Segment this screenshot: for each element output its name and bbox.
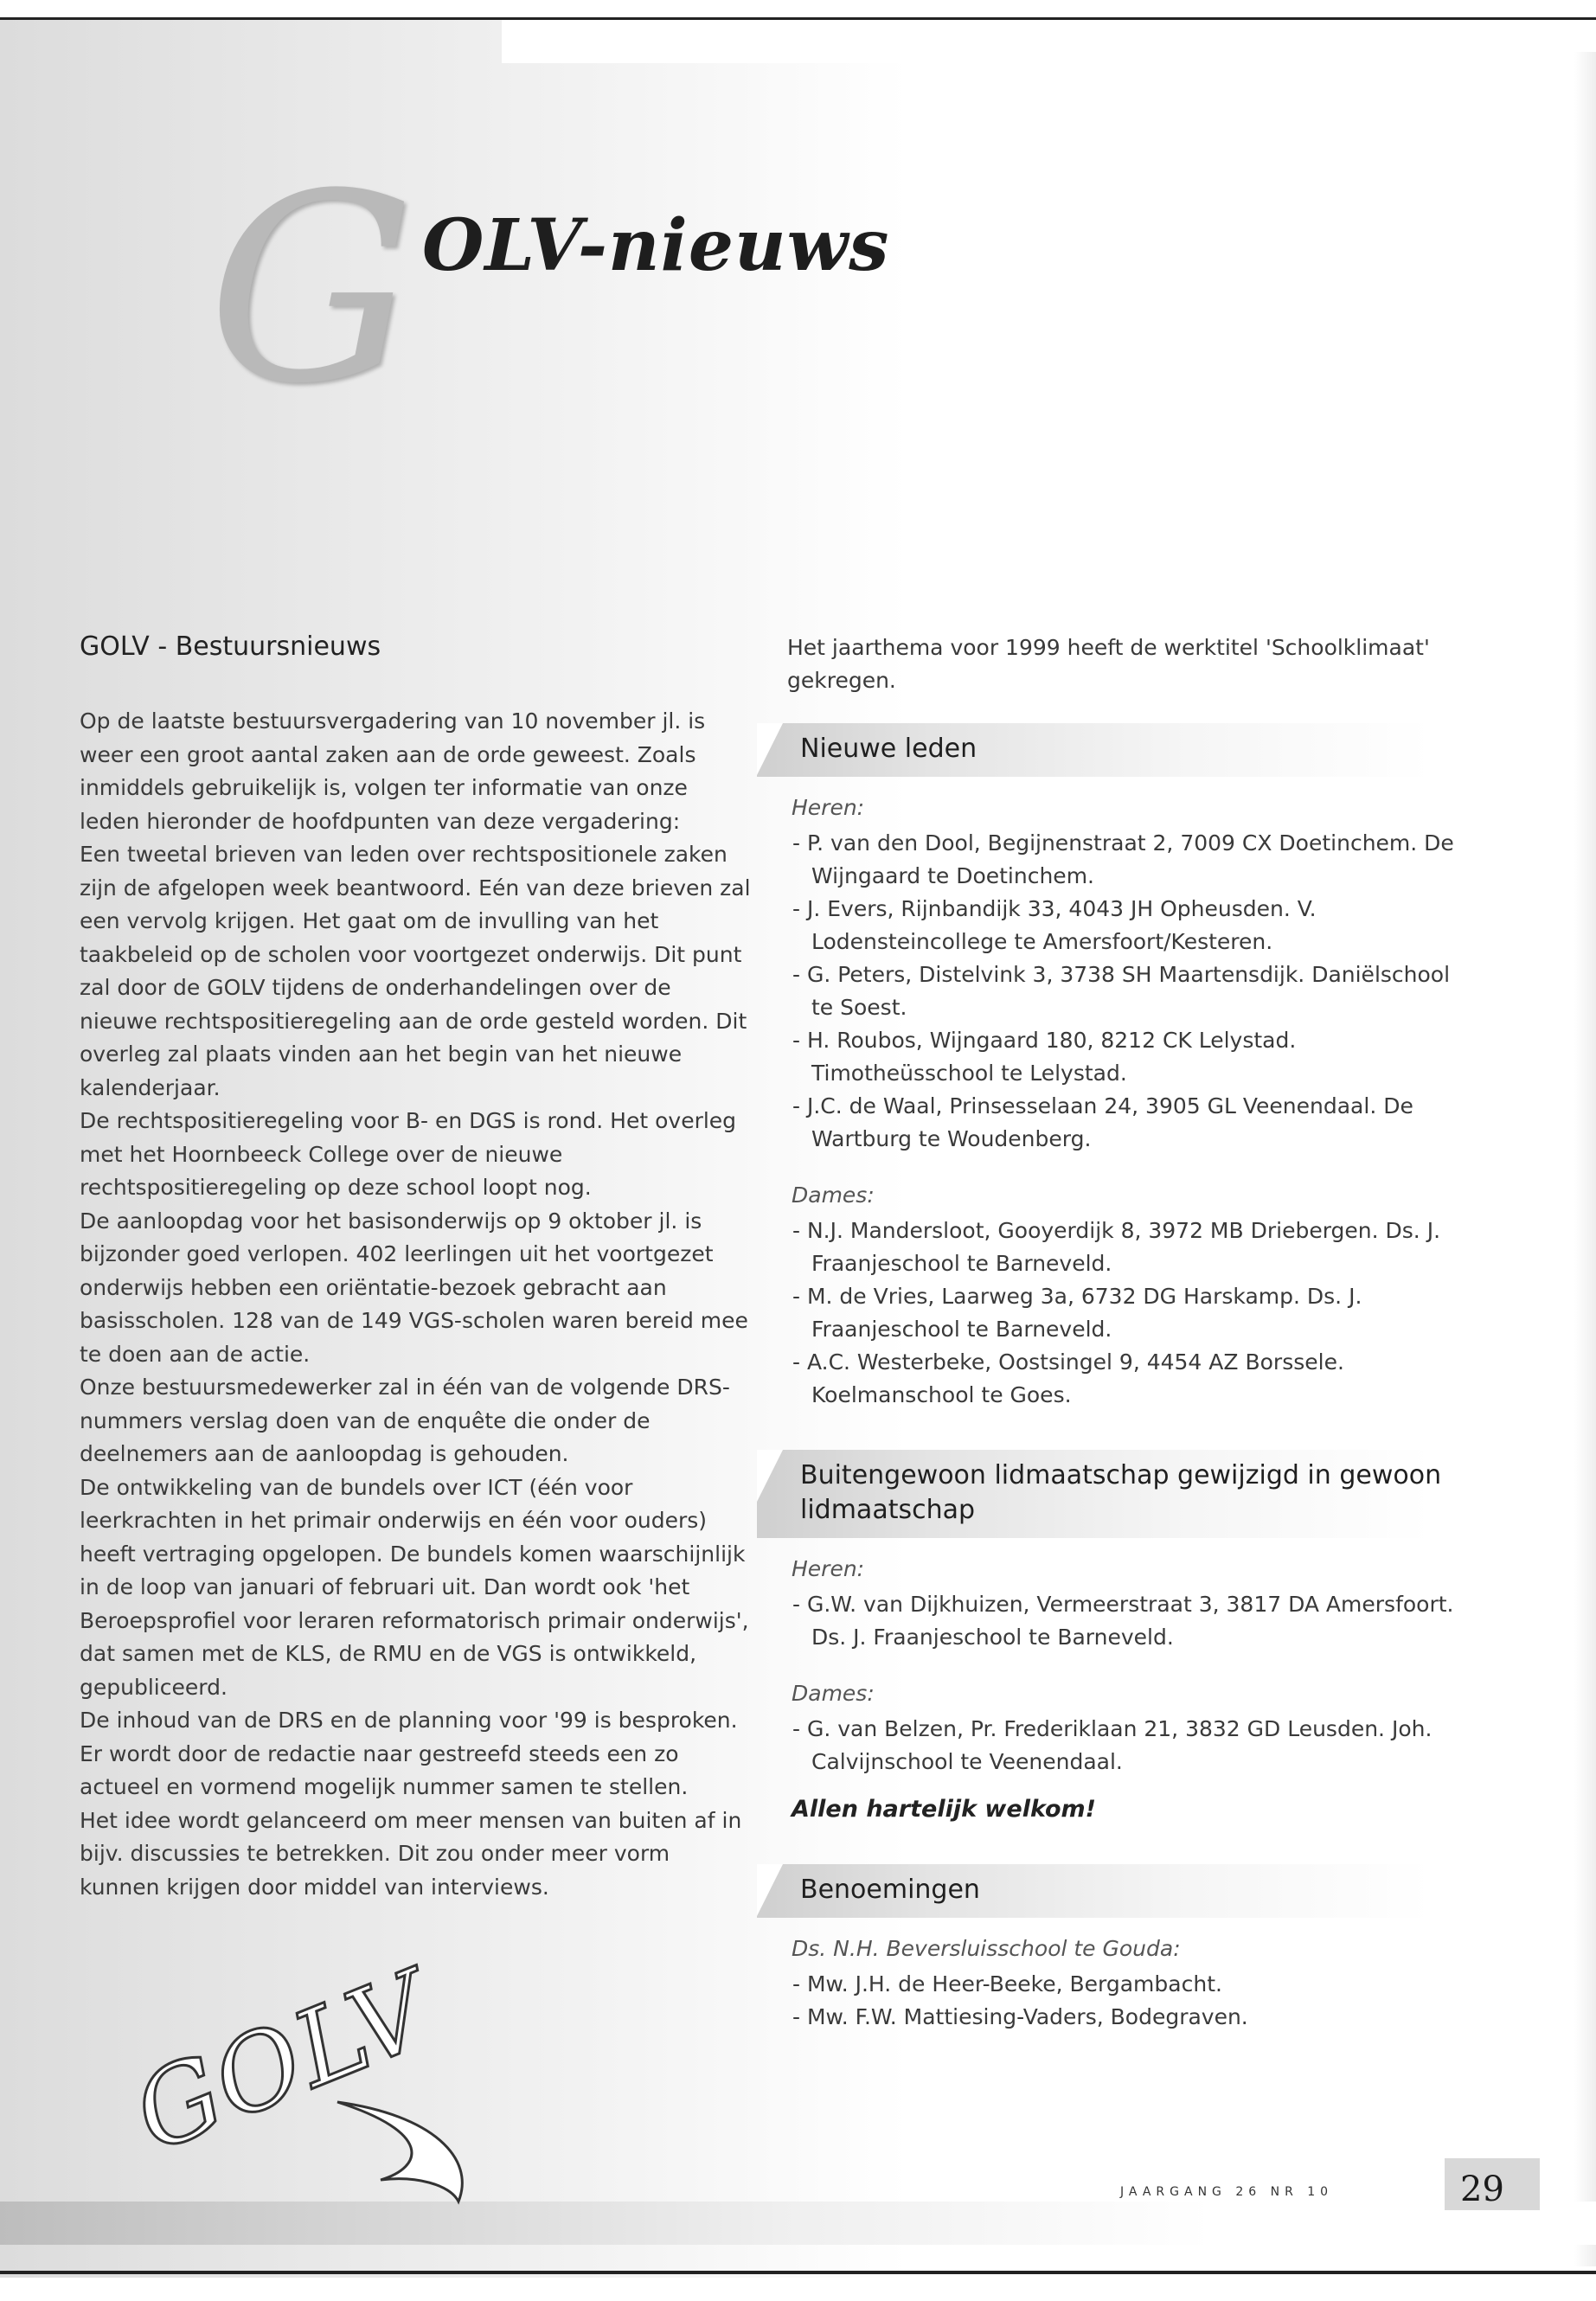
list-item: - H. Roubos, Wijngaard 180, 8212 CK Lelystad. Timotheüsschool te Lelystad. xyxy=(787,1024,1462,1090)
left-column xyxy=(80,631,754,1904)
bestuursnieuws-body xyxy=(80,705,754,1904)
right-edge xyxy=(1574,52,1596,2266)
welcome-text: Allen hartelijk welkom! xyxy=(792,1796,1096,1823)
paragraph: De aanloopdag voor het basisonderwijs op 9 oktober jl. is bijzonder goed verlopen. 402 leerlingen uit het voortgezet onderwijs hebben een oriëntatie-bezoek gebracht aan basisscholen. 128 van de 149 VGS-scholen waren bereid mee te doen aan de actie. xyxy=(80,1208,748,1367)
list-item: - Mw. J.H. de Heer-Beeke, Bergambacht. xyxy=(787,1968,1462,2001)
list-item: - G. Peters, Distelvink 3, 3738 SH Maartensdijk. Daniëlschool te Soest. xyxy=(787,958,1462,1024)
school-label: Ds. N.H. Beversluisschool te Gouda: xyxy=(792,1936,1181,1961)
golv-logo xyxy=(118,1949,519,2210)
logo-swoosh-icon xyxy=(329,2098,502,2210)
golv-logo-text: GOLV xyxy=(118,1949,448,2176)
heren-list xyxy=(787,827,1462,1156)
heren-list xyxy=(787,1588,1462,1654)
paragraph: De rechtspositieregeling voor B- en DGS is rond. Het overleg met het Hoornbeeck College over de nieuwe rechtspositieregeling op deze school loopt nog. xyxy=(80,1108,737,1200)
paragraph: Een tweetal brieven van leden over rechtspositionele zaken zijn de afgelopen week beantwoord. Eén van deze brieven zal een vervolg krijgen. Het gaat om de invulling van het taakbeleid op de scholen voor voortgezet onderwijs. Dit punt zal door de GOLV tijdens de onderhandelingen over de nieuwe rechtspositieregeling aan de orde gesteld worden. Dit overleg zal plaats vinden aan het begin van het nieuwe kalenderjaar. xyxy=(80,842,751,1100)
paragraph: Onze bestuursmedewerker zal in één van de volgende DRS-nummers verslag doen van de enquête die onder de deelnemers aan de aanloopdag is gehouden. xyxy=(80,1375,730,1466)
paragraph: Het idee wordt gelanceerd om meer mensen van buiten af in bijv. discussies te betrekken. Dit zou onder meer vorm kunnen krijgen door middel van interviews. xyxy=(80,1807,742,1900)
paragraph: Op de laatste bestuursvergadering van 10 november jl. is weer een groot aantal zaken aan de orde geweest. Zoals inmiddels gebruikelijk is, volgen ter informatie van onze leden hieronder de hoofdpunten van deze vergadering: xyxy=(80,708,706,834)
paragraph: De ontwikkeling van de bundels over ICT (één voor leerkrachten in het primair onderwijs en één voor ouders) heeft vertraging opgelopen. De bundels komen waarschijnlijk in de loop van januari of februari uit. Dan wordt ook 'het Beroepsprofiel voor leraren reformatorisch primair onderwijs', dat samen met de KLS, de RMU en de VGS is ontwikkeld, gepubliceerd. xyxy=(80,1474,749,1700)
lidmaatschap-heading: Buitengewoon lidmaatschap gewijzigd in gewoon lidmaatschap xyxy=(757,1450,1462,1538)
drs-logo: DRS xyxy=(1367,2176,1423,2205)
list-item: - J. Evers, Rijnbandijk 33, 4043 JH Opheusden. V. Lodensteincollege te Amersfoort/Kesteren. xyxy=(787,893,1462,958)
page-number: 29 xyxy=(1460,2170,1504,2209)
list-item: - Mw. F.W. Mattiesing-Vaders, Bodegraven. xyxy=(787,2001,1462,2034)
right-column xyxy=(787,631,1462,2058)
jaarthema-text: Het jaarthema voor 1999 heeft de werktitel 'Schoolklimaat' gekregen. xyxy=(787,635,1430,693)
dames-list xyxy=(787,1215,1462,1412)
list-item: - J.C. de Waal, Prinsesselaan 24, 3905 GL Veenendaal. De Wartburg te Woudenberg. xyxy=(787,1090,1462,1156)
bottom-rule xyxy=(0,2271,1596,2274)
nieuwe-leden-heading: Nieuwe leden xyxy=(757,723,1462,777)
paragraph: De inhoud van de DRS en de planning voor '99 is besproken. Er wordt door de redactie naar gestreefd steeds een zo actueel en vormend mogelijk nummer samen te stellen. xyxy=(80,1708,738,1799)
list-item: - P. van den Dool, Begijnenstraat 2, 7009 CX Doetinchem. De Wijngaard te Doetinchem. xyxy=(787,827,1462,893)
page-title: OLV-nieuws xyxy=(422,204,890,287)
top-margin xyxy=(502,20,1596,63)
heren-label: Heren: xyxy=(792,795,865,820)
bestuursnieuws-heading: GOLV - Bestuursnieuws xyxy=(80,631,381,662)
list-item: - G. van Belzen, Pr. Frederiklaan 21, 3832 GD Leusden. Joh. Calvijnschool te Veenendaal. xyxy=(787,1713,1462,1779)
dames-label: Dames: xyxy=(792,1681,875,1706)
list-item: - G.W. van Dijkhuizen, Vermeerstraat 3, 3817 DA Amersfoort. Ds. J. Fraanjeschool te Barneveld. xyxy=(787,1588,1462,1654)
list-item: - M. de Vries, Laarweg 3a, 6732 DG Harskamp. Ds. J. Fraanjeschool te Barneveld. xyxy=(787,1280,1462,1346)
dames-label: Dames: xyxy=(792,1183,875,1208)
benoemingen-heading: Benoemingen xyxy=(757,1864,1462,1918)
heren-label: Heren: xyxy=(792,1556,865,1581)
list-item: - A.C. Westerbeke, Oostsingel 9, 4454 AZ Borssele. Koelmanschool te Goes. xyxy=(787,1346,1462,1412)
list-item: - N.J. Mandersloot, Gooyerdijk 8, 3972 MB Driebergen. Ds. J. Fraanjeschool te Barneveld. xyxy=(787,1215,1462,1280)
dames-list xyxy=(787,1713,1462,1779)
benoemingen-list xyxy=(787,1968,1462,2034)
issue-info: JAARGANG 26 NR 10 xyxy=(1120,2185,1334,2199)
header-initial-g: G xyxy=(208,138,407,440)
